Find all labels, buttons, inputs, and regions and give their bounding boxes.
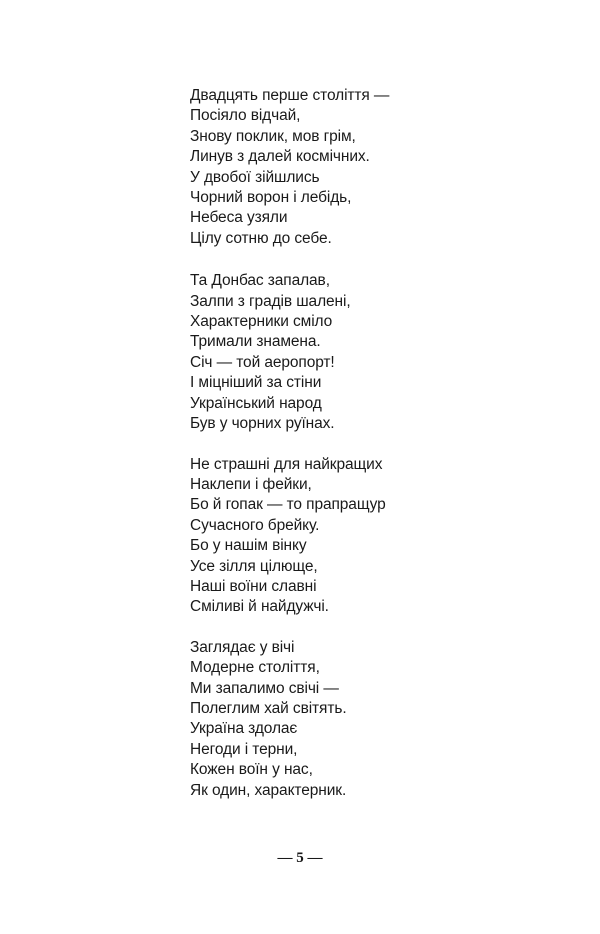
stanza-4 (190, 638, 580, 801)
poem-line: Наклепи і фейки, (190, 475, 312, 493)
poem-line: Усе зілля цілюще, (190, 557, 318, 575)
poem-line: Ми запалимо свічі — (190, 679, 339, 697)
poem-line: Бо у нашім вінку (190, 537, 307, 555)
poem-line: Україна здолає (190, 720, 298, 738)
poem-line: Сміливі й найдужчі. (190, 598, 329, 616)
poem-line: Линув з далей космічних. (190, 148, 370, 166)
poem-line: Сучасного брейку. (190, 516, 320, 534)
poem-line: У двобої зійшлись (190, 168, 320, 186)
poem-line: Бо й гопак — то прапращур (190, 496, 386, 514)
poem-line: Знову поклик, мов грім, (190, 127, 356, 145)
poem-line: Характерники сміло (190, 313, 333, 331)
poem-line: Двадцять перше століття — (190, 87, 390, 104)
poem-line: Український народ (190, 394, 322, 412)
poem-line: Чорний ворон і лебідь, (190, 189, 352, 207)
poem-line: Посіяло відчай, (190, 107, 301, 125)
poem-line: Та Донбас запалав, (190, 272, 330, 290)
stanza-2 (190, 271, 580, 434)
poem-line: Кожен воїн у нас, (190, 761, 313, 779)
poem-line: Наші воїни славні (190, 577, 317, 595)
poem-line: Як один, характерник. (190, 781, 347, 799)
poem-line: Полеглим хай світять. (190, 699, 347, 717)
poem-line: Залпи з градів шалені, (190, 292, 351, 310)
poem-line: Заглядає у вічі (190, 638, 295, 656)
poem-line: Цілу сотню до себе. (190, 229, 332, 247)
poem-line: Небеса узяли (190, 209, 288, 227)
stanza-1 (190, 86, 580, 249)
poem-line: Не страшні для найкращих (190, 455, 383, 473)
poem-line: Негоди і терни, (190, 740, 298, 758)
poem-line: Був у чорних руїнах. (190, 415, 335, 433)
poem (190, 86, 580, 821)
poem-line: Тримали знамена. (190, 333, 321, 351)
poem-line: Модерне століття, (190, 659, 320, 677)
poem-line: Січ — той аеропорт! (190, 353, 335, 371)
poem-line: І міцніший за стіни (190, 374, 322, 392)
page-number: — 5 — (277, 850, 323, 866)
stanza-3 (190, 455, 580, 618)
